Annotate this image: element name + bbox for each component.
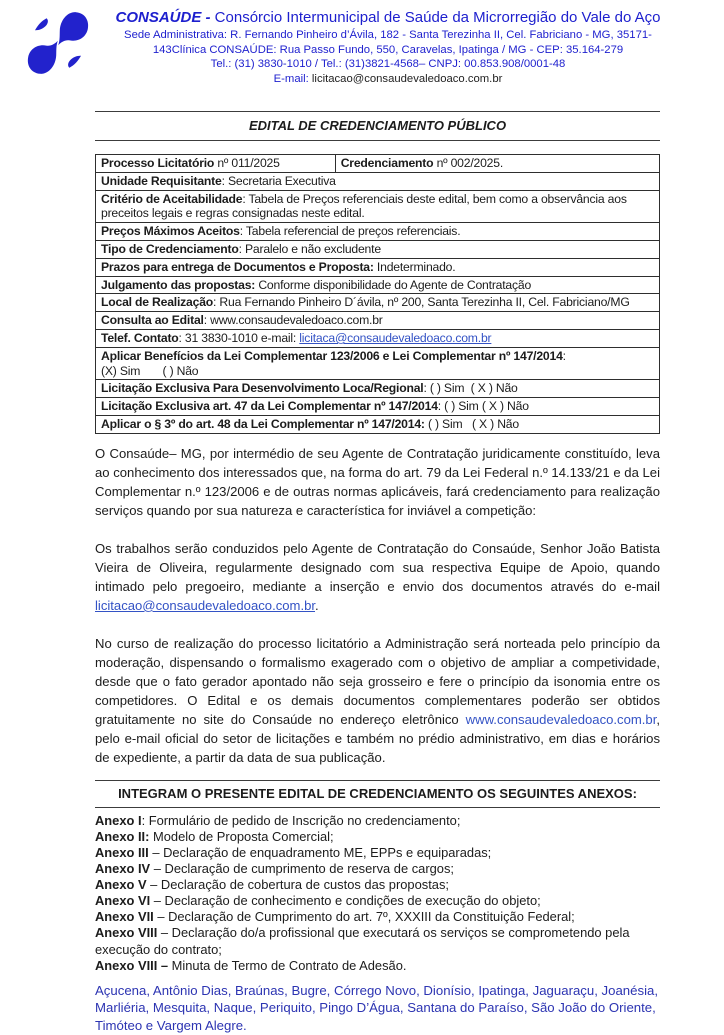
text-run: : [562, 348, 566, 363]
annex-item [95, 893, 660, 909]
text-run: : Rua Fernando Pinheiro D´ávila, nº 200, Santa Terezinha II, Cel. Fabriciano/MG [213, 295, 630, 310]
text-run: : ( ) Sim ( X ) Não [437, 399, 529, 414]
text-run: Conforme disponibilidade do Agente de Contratação [255, 277, 532, 292]
process-info-table-body [96, 155, 660, 434]
bold-label: Tipo de Credenciamento [101, 241, 239, 256]
table-row [96, 329, 660, 347]
document-title-text: EDITAL DE CREDENCIAMENTO PÚBLICO [248, 118, 507, 133]
text-run: Indeterminado. [373, 259, 456, 274]
text-run: O Consaúde– MG, por intermédio de seu Agente de Contratação juridicamente constituído, leva ao conhecimento dos interessados que, na forma do art. 79 da Lei Federal n.º 14.133/21 e da Lei Complementar n.º 123/2006 e de outras normas aplicáveis, fará credenciamento para realização serviços quando por sua natureza e característica for inviável a competição: [95, 445, 660, 518]
annex-text: – Declaração do/a profissional que executará os serviços se comprometendo pela execução do contrato; [95, 925, 630, 957]
body-paragraph [95, 634, 660, 767]
text-run: : 31 3830-1010 e-mail: [178, 330, 300, 345]
table-row [96, 294, 660, 312]
annex-label: Anexo IV [95, 861, 151, 877]
text-run: Os trabalhos serão conduzidos pelo Agente de Contratação do Consaúde, Senhor João Batista Vieira de Oliveira, regularmente designado com sua respectiva Equipe de Apoio, quando intimado pelo pregoeiro, mediante a inserção e envio dos documentos através do e-mail [95, 540, 660, 594]
table-row [96, 258, 660, 276]
annex-label: Anexo VIII – [95, 957, 169, 973]
annex-text: – Declaração de cobertura de custos das propostas; [146, 877, 449, 893]
annex-label: Anexo I [95, 812, 142, 828]
annex-item [95, 909, 660, 925]
table-row [96, 415, 660, 433]
table-row [96, 155, 660, 173]
bold-label: Licitação Exclusiva art. 47 da Lei Complementar nº 147/2014 [101, 399, 438, 414]
table-cell [335, 155, 659, 173]
bold-label: Credenciamento [340, 156, 434, 170]
table-cell [96, 329, 660, 347]
text-run: ( ) Sim ( X ) Não [424, 416, 519, 431]
table-row [96, 172, 660, 190]
bold-label: Prazos para entrega de Documentos e Proposta: [101, 259, 374, 274]
annex-item [95, 861, 660, 877]
email-value[interactable]: licitacao@consaudevaledoaco.com.br [311, 72, 503, 85]
table-cell [96, 380, 660, 398]
text-run: : Tabela de Preços referenciais deste edital, bem como a observância aos preceitos legais e regras consignadas neste edital. [101, 191, 627, 221]
annex-text: – Declaração de enquadramento ME, EPPs e equiparadas; [148, 844, 492, 860]
bold-label: Julgamento das propostas: [101, 277, 256, 292]
annex-list [95, 813, 660, 974]
body-paragraphs [95, 444, 660, 767]
text-run: : www.consaudevaledoaco.com.br [203, 313, 383, 328]
table-cell [96, 398, 660, 416]
annex-label: Anexo II: [95, 828, 150, 844]
annex-section-title-text: INTEGRAM O PRESENTE EDITAL DE CREDENCIAMENTO OS SEGUINTES ANEXOS: [118, 785, 637, 801]
annex-text: – Declaração de conhecimento e condições de execução do objeto; [150, 893, 541, 909]
email-line [110, 72, 666, 87]
table-row [96, 347, 660, 380]
annex-item [95, 925, 660, 957]
table-row [96, 398, 660, 416]
bold-label: Telef. Contato [101, 330, 179, 345]
annex-label: Anexo V [95, 877, 147, 893]
text-run: : Paralelo e não excludente [238, 241, 381, 256]
annex-text: Minuta de Termo de Contrato de Adesão. [168, 957, 407, 973]
municipalities-list: Açucena, Antônio Dias, Braúnas, Bugre, Córrego Novo, Dionísio, Ipatinga, Jaguaraçu, Joanésia, Marliéria, Mesquita, Naque, Periquito, Pingo D’Água, Santana do Paraíso, São João do Oriente, Timóteo e Vargem Alegre. [95, 982, 658, 1034]
annex-item [95, 958, 660, 974]
text-run: : Secretaria Executiva [221, 173, 336, 188]
table-row [96, 276, 660, 294]
annex-text: : Formulário de pedido de Inscrição no credenciamento; [141, 812, 461, 828]
letterhead [22, 8, 666, 86]
annex-item [95, 877, 660, 893]
annex-label: Anexo VII [95, 909, 154, 925]
text-run: (X) Sim ( ) Não [101, 363, 199, 378]
org-name-line [110, 8, 666, 27]
letterhead-text [110, 8, 666, 86]
bold-label: Critério de Aceitabilidade [101, 191, 243, 206]
text-run: . [315, 597, 319, 613]
body-paragraph [95, 444, 660, 520]
document-title [95, 111, 660, 141]
table-cell [96, 294, 660, 312]
annex-item [95, 845, 660, 861]
table-row [96, 240, 660, 258]
email-link[interactable]: licitacao@consaudevaledoaco.com.br [95, 597, 316, 613]
address-line-2: 143Clínica CONSAÚDE: Rua Passo Fundo, 550, Caravelas, Ipatinga / MG - CEP: 35.164-279 [152, 43, 624, 56]
table-row [96, 223, 660, 241]
table-cell [96, 155, 336, 173]
website-link[interactable]: www.consaudevaledoaco.com.br [465, 711, 657, 727]
table-cell [96, 258, 660, 276]
table-row [96, 190, 660, 223]
text-run: nº 002/2025. [433, 156, 504, 170]
annex-label: Anexo VI [95, 893, 151, 909]
text-run: , pelo e-mail oficial do setor de licitações e também no prédio administrativo, em dias e horários de expediente, a partir da data de sua publicação. [95, 711, 660, 765]
annex-label: Anexo VIII [95, 925, 158, 941]
address-line-1: Sede Administrativa: R. Fernando Pinheiro d’Ávila, 182 - Santa Terezinha II, Cel. Fabriciano - MG, 35171- [124, 29, 652, 41]
annex-text: – Declaração de cumprimento de reserva de cargos; [150, 861, 454, 877]
table-cell [96, 223, 660, 241]
annex-text: Modelo de Proposta Comercial; [149, 828, 334, 844]
text-run: : ( ) Sim ( X ) Não [423, 381, 518, 396]
org-name-rest: Consórcio Intermunicipal de Saúde da Microrregião do Vale do Aço [210, 9, 661, 26]
table-row [96, 380, 660, 398]
table-cell [96, 240, 660, 258]
table-cell [96, 172, 660, 190]
table-cell [96, 347, 660, 380]
table-cell [96, 190, 660, 223]
bold-label: Aplicar Benefícios da Lei Complementar 123/2006 e Lei Complementar nº 147/2014 [101, 348, 563, 363]
text-run: No curso de realização do processo licitatório a Administração será norteada pelo princípio da moderação, dispensando o formalismo exagerado com o objetivo de ampliar a competividade, desde que o fato gerador apontado não seja grosseiro e fere o princípio da isonomia entre os competidores. O Edital e os demais documentos complementares poderão ser obtidos gratuitamente no site do Consaúde no endereço eletrônico [95, 635, 660, 727]
table-cell [96, 276, 660, 294]
document-body [95, 111, 660, 1035]
consaude-logo-icon [22, 10, 94, 76]
annex-label: Anexo III [95, 844, 149, 860]
text-run: : Tabela referencial de preços referenciais. [239, 224, 461, 239]
annex-section-title [95, 780, 660, 808]
table-cell [96, 415, 660, 433]
process-info-table [95, 154, 660, 434]
org-name-bold: CONSAÚDE - [115, 9, 211, 26]
bold-label: Aplicar o § 3º do art. 48 da Lei Complementar nº 147/2014: [101, 416, 425, 431]
annex-item [95, 829, 660, 845]
bold-label: Consulta ao Edital [101, 313, 204, 328]
table-row [96, 312, 660, 330]
bold-label: Licitação Exclusiva Para Desenvolvimento Loca/Regional [101, 381, 424, 396]
text-run: nº 011/2025 [214, 156, 280, 170]
phone-line: Tel.: (31) 3830-1010 / Tel.: (31)3821-4568– CNPJ: 00.853.908/0001-48 [210, 58, 566, 71]
email-label: E-mail: [273, 72, 309, 85]
bold-label: Preços Máximos Aceitos [101, 224, 240, 239]
body-paragraph [95, 539, 660, 615]
bold-label: Unidade Requisitante [101, 173, 222, 188]
bold-label: Local de Realização [101, 295, 214, 310]
table-cell [96, 312, 660, 330]
annex-text: – Declaração de Cumprimento do art. 7º, XXXIII da Constituição Federal; [153, 909, 575, 925]
email-link[interactable]: licitaca@consaudevaledoaco.com.br [299, 330, 492, 345]
bold-label: Processo Licitatório [101, 156, 215, 170]
annex-item [95, 813, 660, 829]
